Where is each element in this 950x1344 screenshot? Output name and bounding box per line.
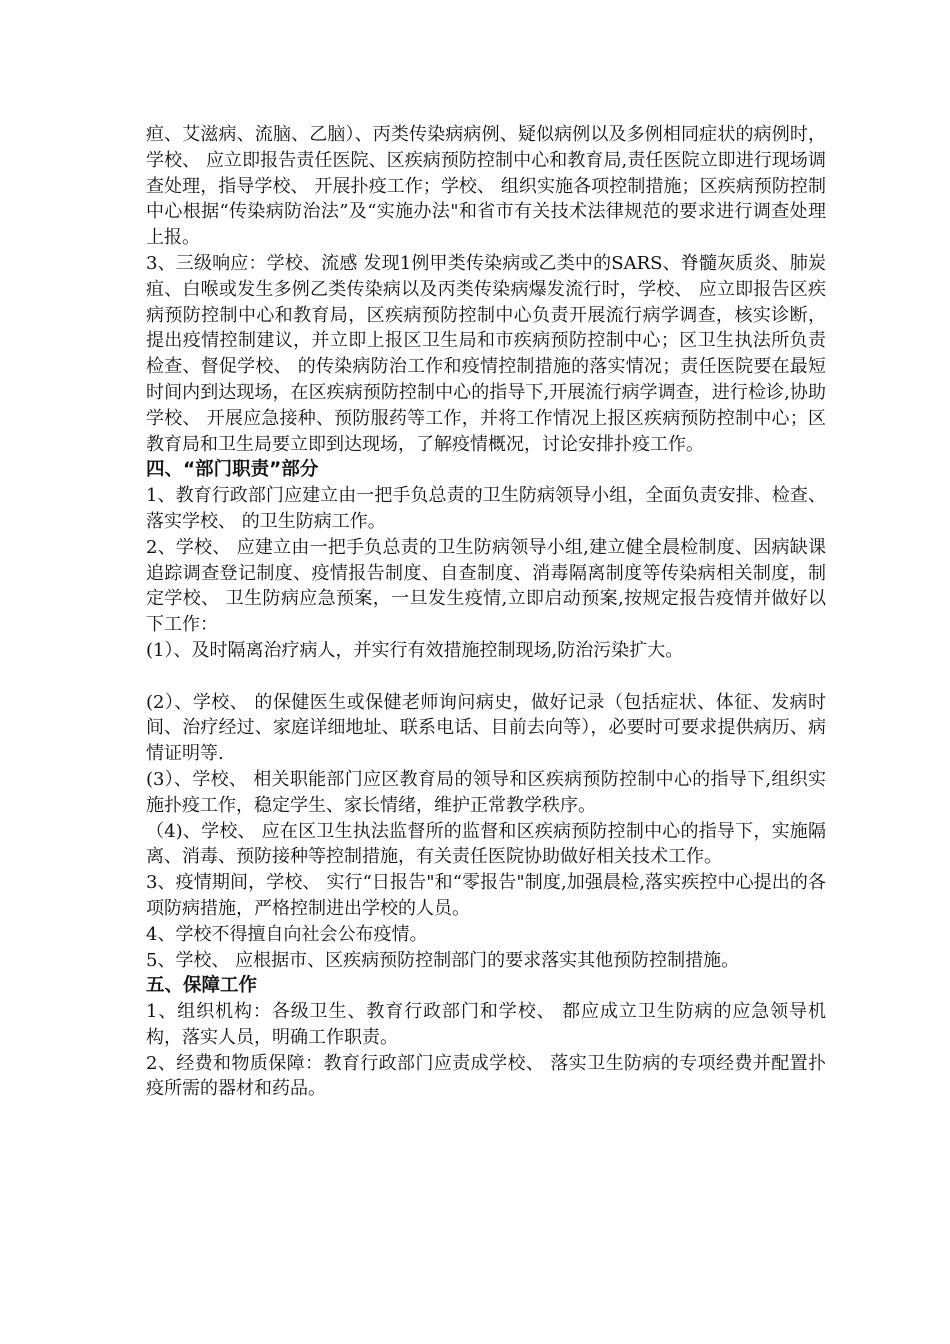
paragraph-duty-1: 1、教育行政部门应建立由一把手负总责的卫生防病领导小组，全面负责安排、检查、落实学校、 的卫生防病工作。 [146, 485, 826, 532]
document-page [146, 122, 826, 1102]
blank-line [146, 664, 826, 690]
paragraph-guarantee-2: 2、经费和物质保障：教育行政部门应责成学校、 落实卫生防病的专项经费并配置扑疫所需的器材和药品。 [146, 1052, 826, 1100]
paragraph-duty-2-item-4: （4)、学校、 应在区卫生执法监督所的监督和区疾病预防控制中心的指导下，实施隔离、消毒、预防接种等控制措施，有关责任医院协助做好相关技术工作。 [146, 820, 826, 868]
paragraph-duty-2-item-3: (3）、学校、 相关职能部门应区教育局的领导和区疾病预防控制中心的指导下,组织实施扑疫工作，稳定学生、家长情绪，维护正常教学秩序。 [146, 768, 826, 816]
paragraph-duty-5: 5、学校、 应根据市、区疾病预防控制部门的要求落实其他预防控制措施。 [146, 949, 740, 971]
section-heading-guarantee-work: 五、保障工作 [146, 975, 258, 997]
paragraph-duty-2-item-1: (1）、及时隔离治疗病人，并实行有效措施控制现场,防治污染扩大。 [146, 639, 684, 661]
paragraph-level3-response: 3、三级响应：学校、流感 发现1例甲类传染病或乙类中的SARS、脊髓灰质炎、肺炭疽、白喉或发生多例乙类传染病以及丙类传染病爆发流行时，学校、 应立即报告区疾病预防控制中心和教育局，区疾病预防控制中心负责开展流行病学调查，核实诊断，提出疫情控制建议，并立即上报区卫生局和市疾病预防控制中心；区卫生执法所负责检查、督促学校、 的传染病防治工作和疫情控制措施的落实情况；责任医院要在最短时间内到达现场，在区疾病预防控制中心的指导下,开展流行病学调查，进行检诊,协助学校、 开展应急接种、预防服药等工作，并将工作情况上报区疾病预防控制中心；区教育局和卫生局要立即到达现场，了解疫情概况，讨论安排扑疫工作。 [146, 252, 826, 455]
paragraph-duty-2-item-2: (2）、学校、 的保健医生或保健老师询问病史，做好记录（包括症状、体征、发病时间、治疗经过、家庭详细地址、联系电话、目前去向等），必要时可要求提供病历、病情证明等. [146, 691, 826, 765]
paragraph-level2-response-cont: 疸、艾滋病、流脑、乙脑）、丙类传染病病例、疑似病例以及多例相同症状的病例时，学校、 应立即报告责任医院、区疾病预防控制中心和教育局,责任医院立即进行现场调查处理，指导学校、 开展扑疫工作；学校、 组织实施各项控制措施；区疾病预防控制中心根据“传染病防治法”及“实施办法"和省市有关技术法律规范的要求进行调查处理上报。 [146, 124, 826, 249]
paragraph-duty-2: 2、学校、 应建立由一把手负总责的卫生防病领导小组,建立健全晨检制度、因病缺课追踪调查登记制度、疫情报告制度、自查制度、消毒隔离制度等传染病相关制度，制定学校、 卫生防病应急预案，一旦发生疫情,立即启动预案,按规定报告疫情并做好以下工作： [146, 536, 826, 636]
paragraph-guarantee-1: 1、组织机构：各级卫生、教育行政部门和学校、 都应成立卫生防病的应急领导机构，落实人员，明确工作职责。 [146, 1001, 826, 1048]
section-heading-department-duties: 四、“部门职责”部分 [146, 459, 319, 481]
paragraph-duty-4: 4、学校不得擅自向社会公布疫情。 [146, 923, 428, 945]
paragraph-duty-3: 3、疫情期间，学校、 实行“日报告"和“零报告"制度,加强晨检,落实疾控中心提出的各项防病措施，严格控制进出学校的人员。 [146, 872, 826, 919]
